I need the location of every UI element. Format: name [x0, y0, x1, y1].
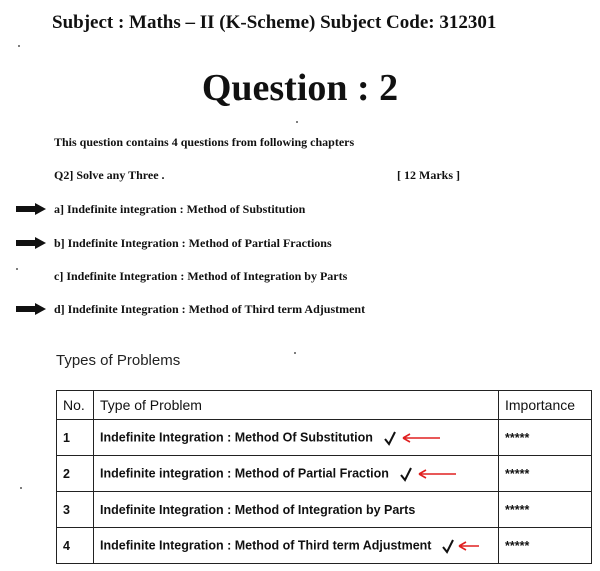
row-type	[94, 528, 499, 564]
row-no: 1	[57, 420, 94, 456]
arrow-icon	[16, 203, 46, 215]
intro-text: This question contains 4 questions from following chapters	[54, 135, 355, 149]
chapter-item: c] Indefinite Integration : Method of Integration by Parts	[54, 269, 348, 283]
chapter-item: a] Indefinite integration : Method of Substitution	[54, 202, 306, 216]
row-importance: *****	[499, 456, 592, 492]
scan-speck	[20, 487, 22, 489]
types-heading: Types of Problems	[56, 352, 181, 369]
scan-speck	[18, 45, 20, 47]
solve-instruction: Q2] Solve any Three .	[54, 168, 165, 182]
row-type-text: Indefinite integration : Method of Partial Fraction	[100, 465, 389, 480]
header-no: No.	[57, 391, 94, 420]
table-row	[57, 420, 592, 456]
table-row	[57, 528, 592, 564]
table-row	[57, 456, 592, 492]
subject-line: Subject : Maths – II (K-Scheme) Subject Code: 312301	[52, 12, 497, 33]
chapter-item: d] Indefinite Integration : Method of Third term Adjustment	[54, 302, 366, 316]
scan-speck	[16, 268, 18, 270]
row-type-text: Indefinite Integration : Method Of Substitution	[100, 429, 373, 444]
row-type-text: Indefinite Integration : Method of Third term Adjustment	[100, 537, 432, 552]
question-title: Question : 2	[201, 67, 399, 109]
chapter-item: b] Indefinite Integration : Method of Partial Fractions	[54, 236, 332, 250]
problems-table	[56, 390, 592, 564]
scan-speck	[296, 121, 298, 123]
row-type	[94, 492, 499, 528]
arrow-icon	[16, 303, 46, 315]
row-importance: *****	[499, 528, 592, 564]
table-row	[57, 492, 592, 528]
row-type	[94, 456, 499, 492]
header-importance: Importance	[499, 391, 592, 420]
scan-speck	[294, 352, 296, 354]
table-header-row	[57, 391, 592, 420]
check-arrow-icon	[399, 466, 459, 482]
check-arrow-icon	[441, 538, 481, 554]
arrow-icon	[16, 237, 46, 249]
row-importance: *****	[499, 420, 592, 456]
row-no: 4	[57, 528, 94, 564]
marks-label: [ 12 Marks ]	[397, 168, 460, 182]
header-type: Type of Problem	[94, 391, 499, 420]
check-arrow-icon	[383, 430, 443, 446]
row-type-text: Indefinite Integration : Method of Integration by Parts	[100, 502, 416, 517]
row-no: 3	[57, 492, 94, 528]
row-no: 2	[57, 456, 94, 492]
row-type	[94, 420, 499, 456]
row-importance: *****	[499, 492, 592, 528]
